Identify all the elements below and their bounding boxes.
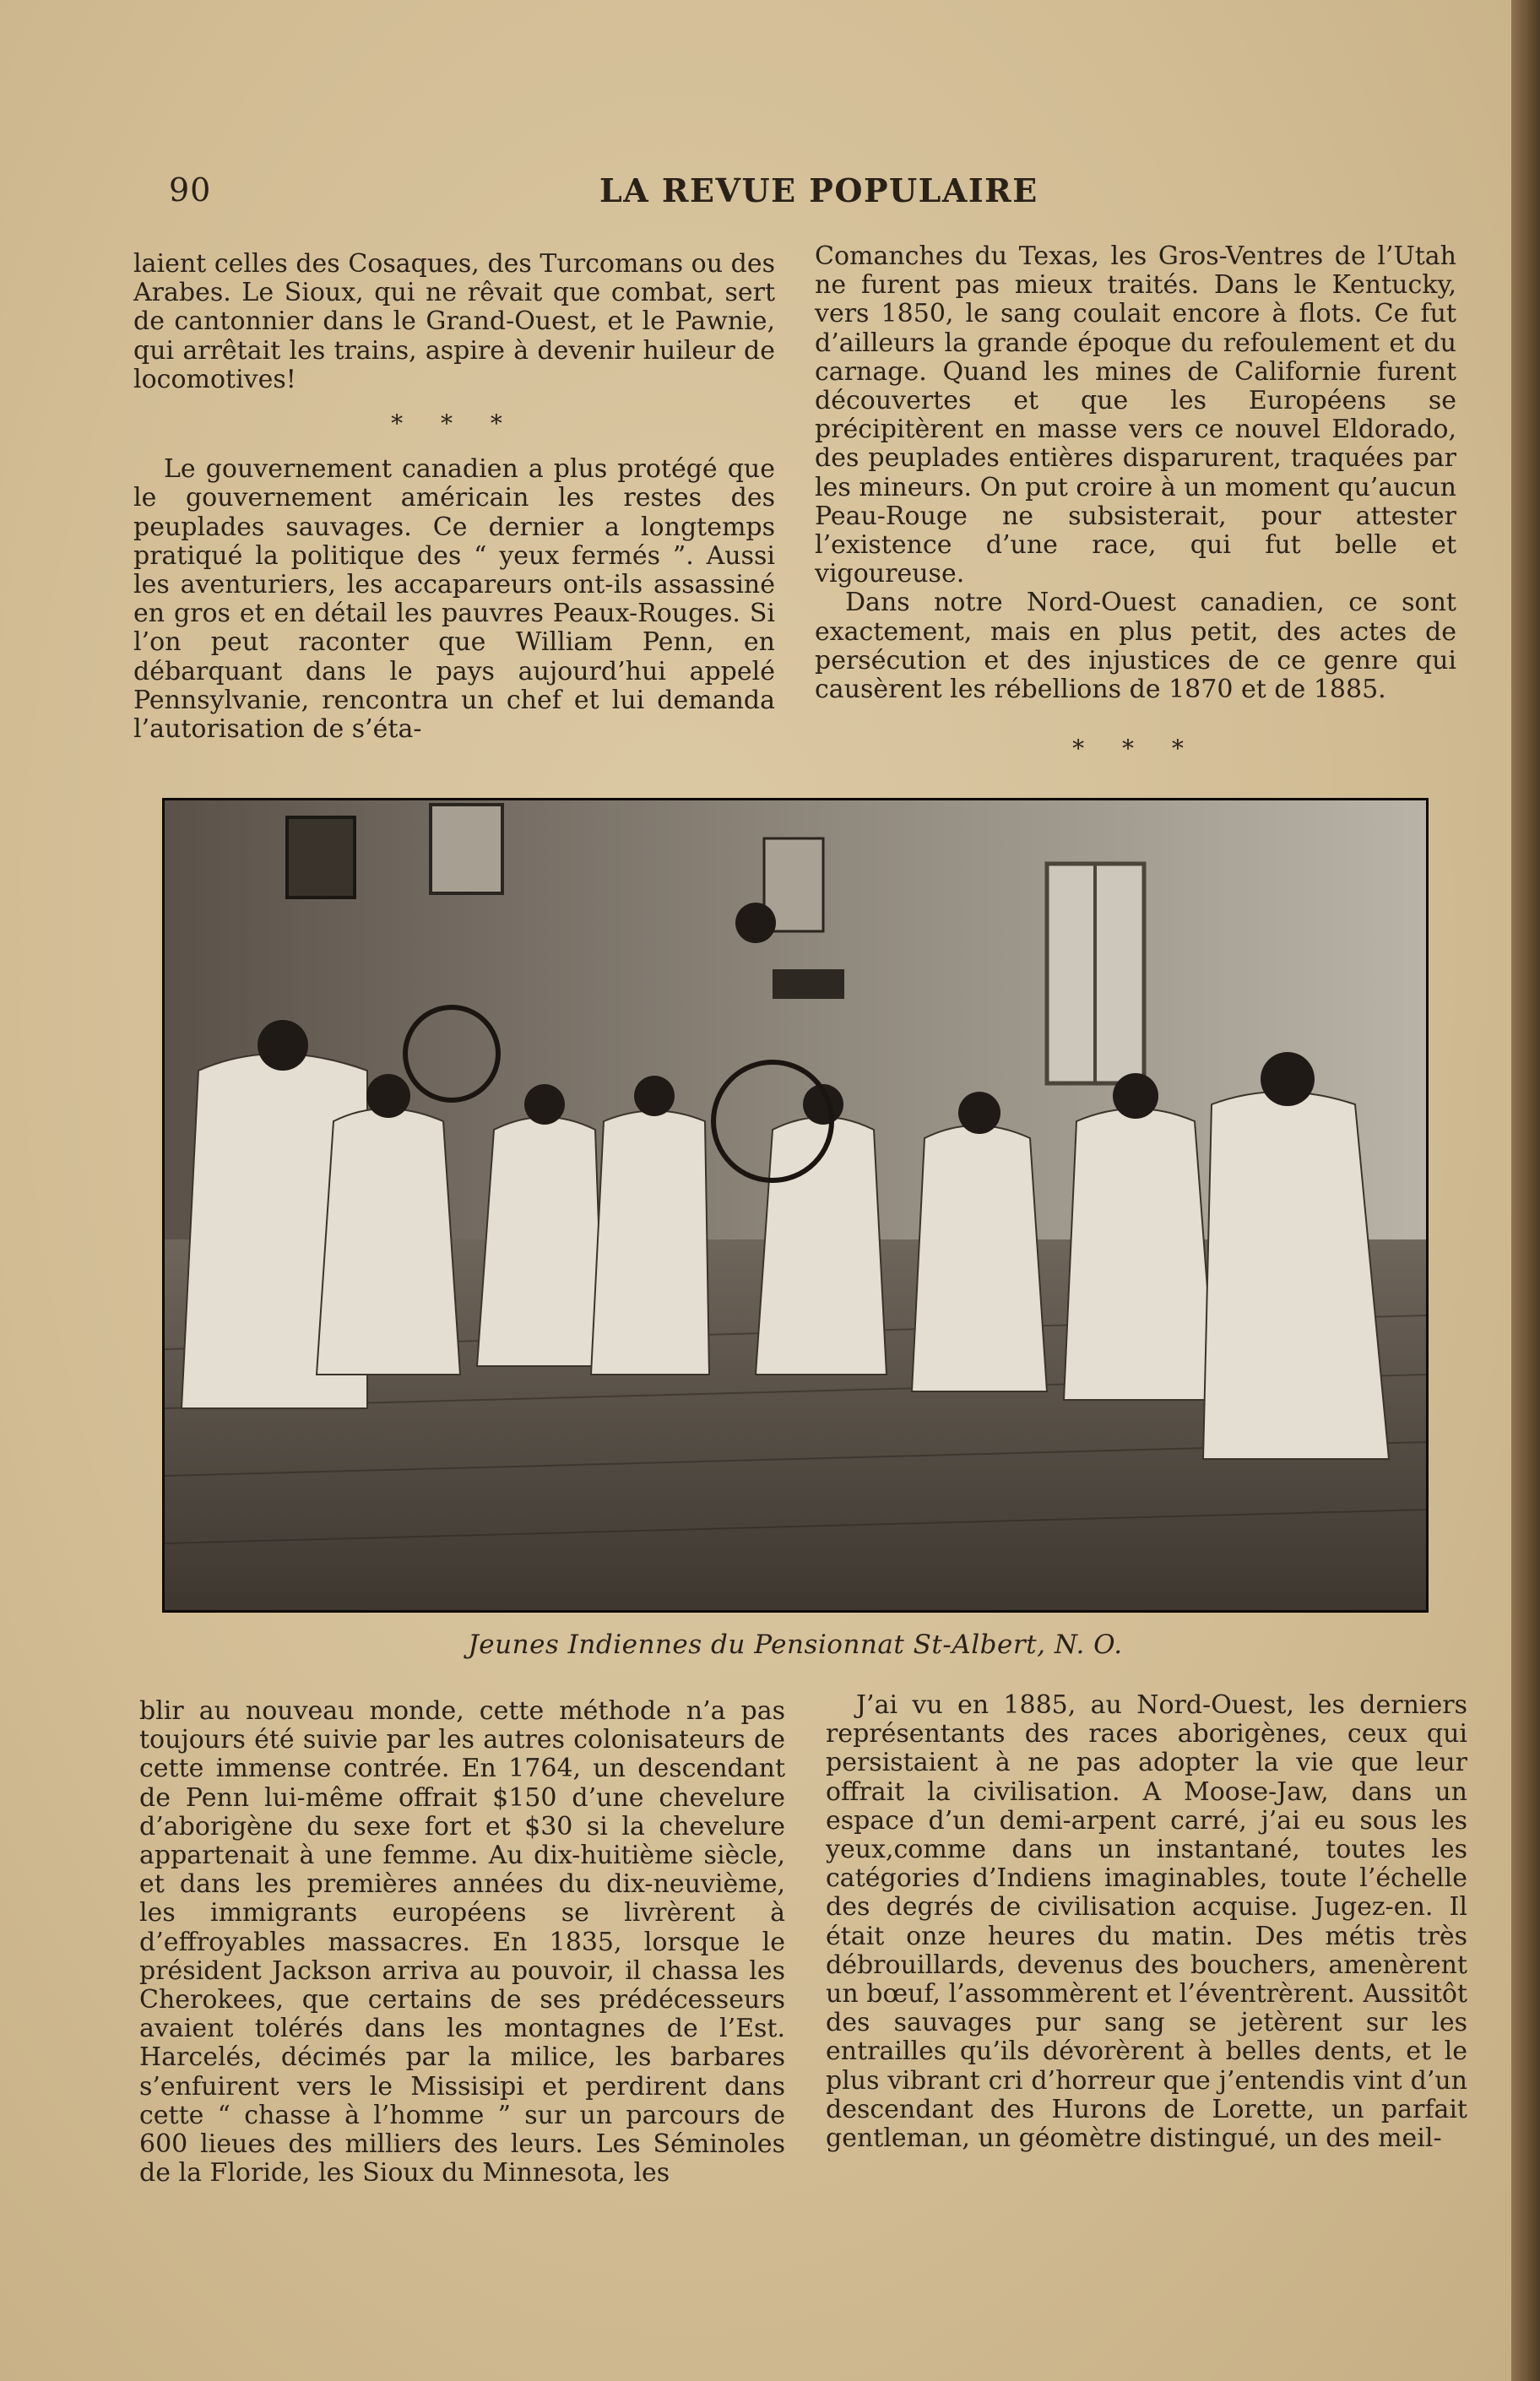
running-title: LA REVUE POPULAIRE [599, 171, 1038, 209]
text-column-top-right [815, 242, 1456, 780]
section-separator: * * * [391, 409, 518, 438]
page-edge [1511, 0, 1540, 2381]
text-column-bottom-left [139, 1697, 785, 2188]
page-header [169, 171, 1520, 214]
section-separator: * * * [1072, 735, 1199, 763]
paragraph: J’ai vu en 1885, au Nord-Ouest, les derniers représentants des races aborigènes, ceux qui persistaient à ne pas adopter la vie que leur offrait la civilisation. A Moose-Jaw, dans un espace d’un demi-arpent carré, j’ai eu sous les yeux,comme dans un instantané, toutes les catégories d’Indiens imaginables, toute l’échelle des degrés de civilisation acquise. Jugez-en. Il était onze heures du matin. Des métis très débrouillards, devenus des bouchers, amenèrent un bœuf, l’assommèrent et l’éventrèrent. Aussitôt des sauvages pur sang se jetèrent sur les entrailles qu’ils dévorèrent à belles dents, et le plus vibrant cri d’horreur que j’entendis vint d’un descendant des Hurons de Lorette, un parfait gentleman, un géomètre distingué, un des meil- [826, 1690, 1467, 2154]
photo-illustration [165, 800, 1426, 1610]
paragraph: Dans notre Nord-Ouest canadien, ce sont exactement, mais en plus petit, des actes de persécution et des injustices de ce genre qui causèrent les rébellions de 1870 et de 1885. [815, 588, 1456, 705]
text-column-bottom-right [826, 1691, 1467, 2153]
paragraph: Le gouvernement canadien a plus protégé que le gouvernement américain les restes des peuplades sauvages. Ce dernier a longtemps pratiqué la politique des “ yeux fermés ”. Aussi les aventuriers, les accapareurs ont-ils assassiné en gros et en détail les pauvres Peaux-Rouges. Si l’on peut raconter que William Penn, en débarquant dans le pays aujourd’hui appelé Pennsylvanie, rencontra un chef et lui demanda l’autorisation de s’éta- [133, 454, 775, 745]
photo-caption: Jeunes Indiennes du Pensionnat St-Albert, N. O. [468, 1630, 1123, 1660]
paragraph: laient celles des Cosaques, des Turcomans ou des Arabes. Le Sioux, qui ne rêvait que combat, sert de cantonnier dans le Grand-Ouest, et le Pawnie, qui arrêtait les trains, aspire à devenir huileur de locomotives! [133, 249, 775, 394]
page-number: 90 [169, 171, 212, 209]
photograph-classroom [162, 798, 1429, 1613]
paragraph: blir au nouveau monde, cette méthode n’a pas toujours été suivie par les autres colonisateurs de cette immense contrée. En 1764, un descendant de Penn lui-même offrait $150 d’une chevelure d’aborigène du sexe fort et $30 si la chevelure appartenait à une femme. Au dix-huitième siècle, et dans les premières années du dix-neuvième, les immigrants européens se livrèrent à d’effroyables massacres. En 1835, lorsque le président Jackson arriva au pouvoir, il chassa les Cherokees, que certains de ses prédécesseurs avaient tolérés dans les montagnes de l’Est. Harcelés, décimés par la milice, les barbares s’enfuirent vers le Missisipi et perdirent dans cette “ chasse à l’homme ” sur un parcours de 600 lieues des milliers des leurs. Les Séminoles de la Floride, les Sioux du Minnesota, les [139, 1696, 785, 2188]
text-column-top-left [133, 250, 775, 744]
paragraph: Comanches du Texas, les Gros-Ventres de l’Utah ne furent pas mieux traités. Dans le Kentucky, vers 1850, le sang coulait encore à flots. Ce fut d’ailleurs la grande époque du refoulement et du carnage. Quand les mines de Californie furent découvertes et que les Européens se précipitèrent en masse vers ce nouvel Eldorado, des peuplades entières disparurent, traquées par les mineurs. On put croire à un moment qu’aucun Peau-Rouge ne subsisterait, pour attester l’existence d’une race, qui fut belle et vigoureuse. [815, 241, 1456, 589]
